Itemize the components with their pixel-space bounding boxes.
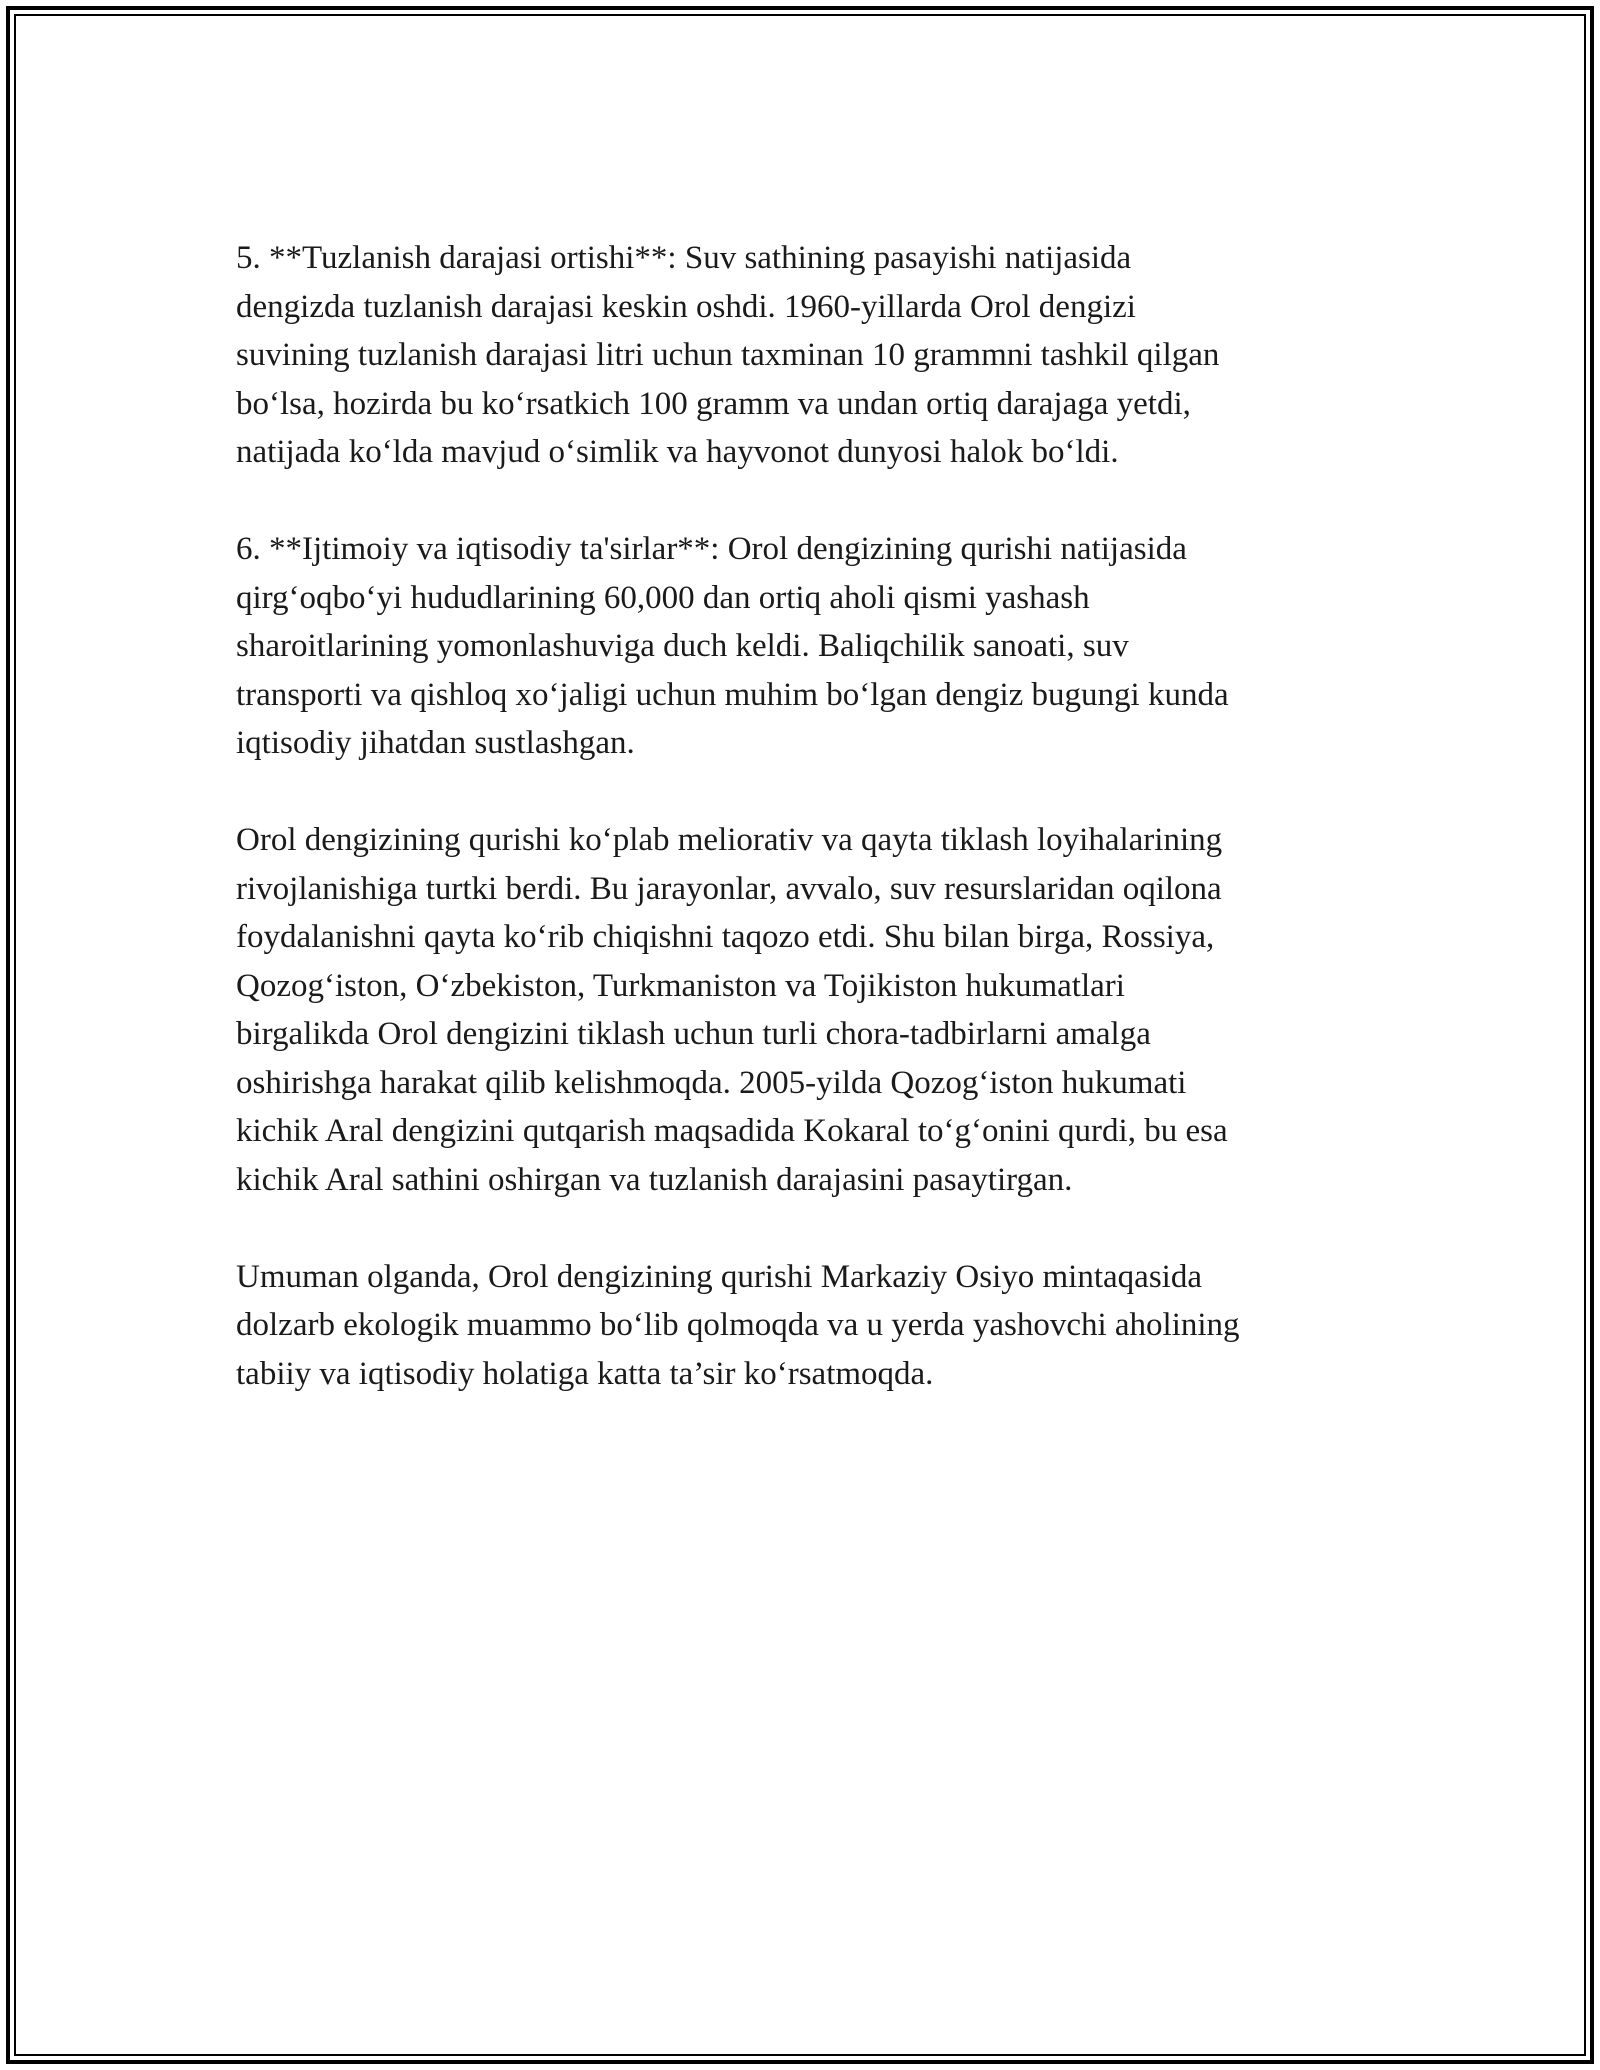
text-line: oshirishga harakat qilib kelishmoqda. 2005-yilda Qozog‘iston hukumati bbox=[236, 1064, 1187, 1101]
text-line: suvining tuzlanish darajasi litri uchun taxminan 10 grammni tashkil qilgan bbox=[236, 337, 1220, 373]
text-line: transporti va qishloq xo‘jaligi uchun muhim bo‘lgan dengiz bugungi kunda bbox=[236, 676, 1229, 713]
text-line: bo‘lsa, hozirda bu ko‘rsatkich 100 gramm va undan ortiq darajaga yetdi, bbox=[236, 385, 1191, 422]
text-line: Orol dengizining qurishi ko‘plab meliorativ va qayta tiklash loyihalarining bbox=[236, 822, 1223, 858]
paragraph-salinity bbox=[236, 234, 1366, 477]
text-line: dolzarb ekologik muammo bo‘lib qolmoqda va u yerda yashovchi aholining bbox=[236, 1307, 1240, 1343]
text-line: 6. **Ijtimoiy va iqtisodiy ta'sirlar**: Orol dengizining qurishi natijasida bbox=[236, 531, 1187, 567]
paragraph-restoration bbox=[236, 816, 1366, 1204]
text-line: qirg‘oqbo‘yi hududlarining 60,000 dan ortiq aholi qismi yashash bbox=[236, 579, 1090, 616]
text-line: sharoitlarining yomonlashuviga duch keldi. Baliqchilik sanoati, suv bbox=[236, 628, 1129, 664]
text-line: kichik Aral dengizini qutqarish maqsadida Kokaral to‘g‘onini qurdi, bu esa bbox=[236, 1113, 1228, 1149]
text-line: Umuman olganda, Orol dengizining qurishi Markaziy Osiyo mintaqasida bbox=[236, 1258, 1202, 1295]
text-line: foydalanishni qayta ko‘rib chiqishni taqozo etdi. Shu bilan birga, Rossiya, bbox=[236, 919, 1215, 955]
text-line: birgalikda Orol dengizini tiklash uchun turli chora-tadbirlarni amalga bbox=[236, 1016, 1151, 1052]
text-line: dengizda tuzlanish darajasi keskin oshdi. 1960-yillarda Orol dengizi bbox=[236, 288, 1136, 325]
paragraph-social-economic bbox=[236, 525, 1366, 768]
text-line: natijada ko‘lda mavjud o‘simlik va hayvonot dunyosi halok bo‘ldi. bbox=[236, 434, 1119, 470]
text-line: iqtisodiy jihatdan sustlashgan. bbox=[236, 725, 635, 761]
paragraph-conclusion bbox=[236, 1253, 1366, 1399]
text-line: Qozog‘iston, O‘zbekiston, Turkmaniston va Tojikiston hukumatlari bbox=[236, 967, 1125, 1004]
document-body bbox=[236, 234, 1366, 1447]
text-line: rivojlanishiga turtki berdi. Bu jarayonlar, avvalo, suv resurslaridan oqilona bbox=[236, 870, 1222, 907]
text-line: tabiiy va iqtisodiy holatiga katta ta’sir ko‘rsatmoqda. bbox=[236, 1355, 934, 1392]
text-line: 5. **Tuzlanish darajasi ortishi**: Suv sathining pasayishi natijasida bbox=[236, 240, 1132, 276]
text-line: kichik Aral sathini oshirgan va tuzlanish darajasini pasaytirgan. bbox=[236, 1161, 1073, 1198]
